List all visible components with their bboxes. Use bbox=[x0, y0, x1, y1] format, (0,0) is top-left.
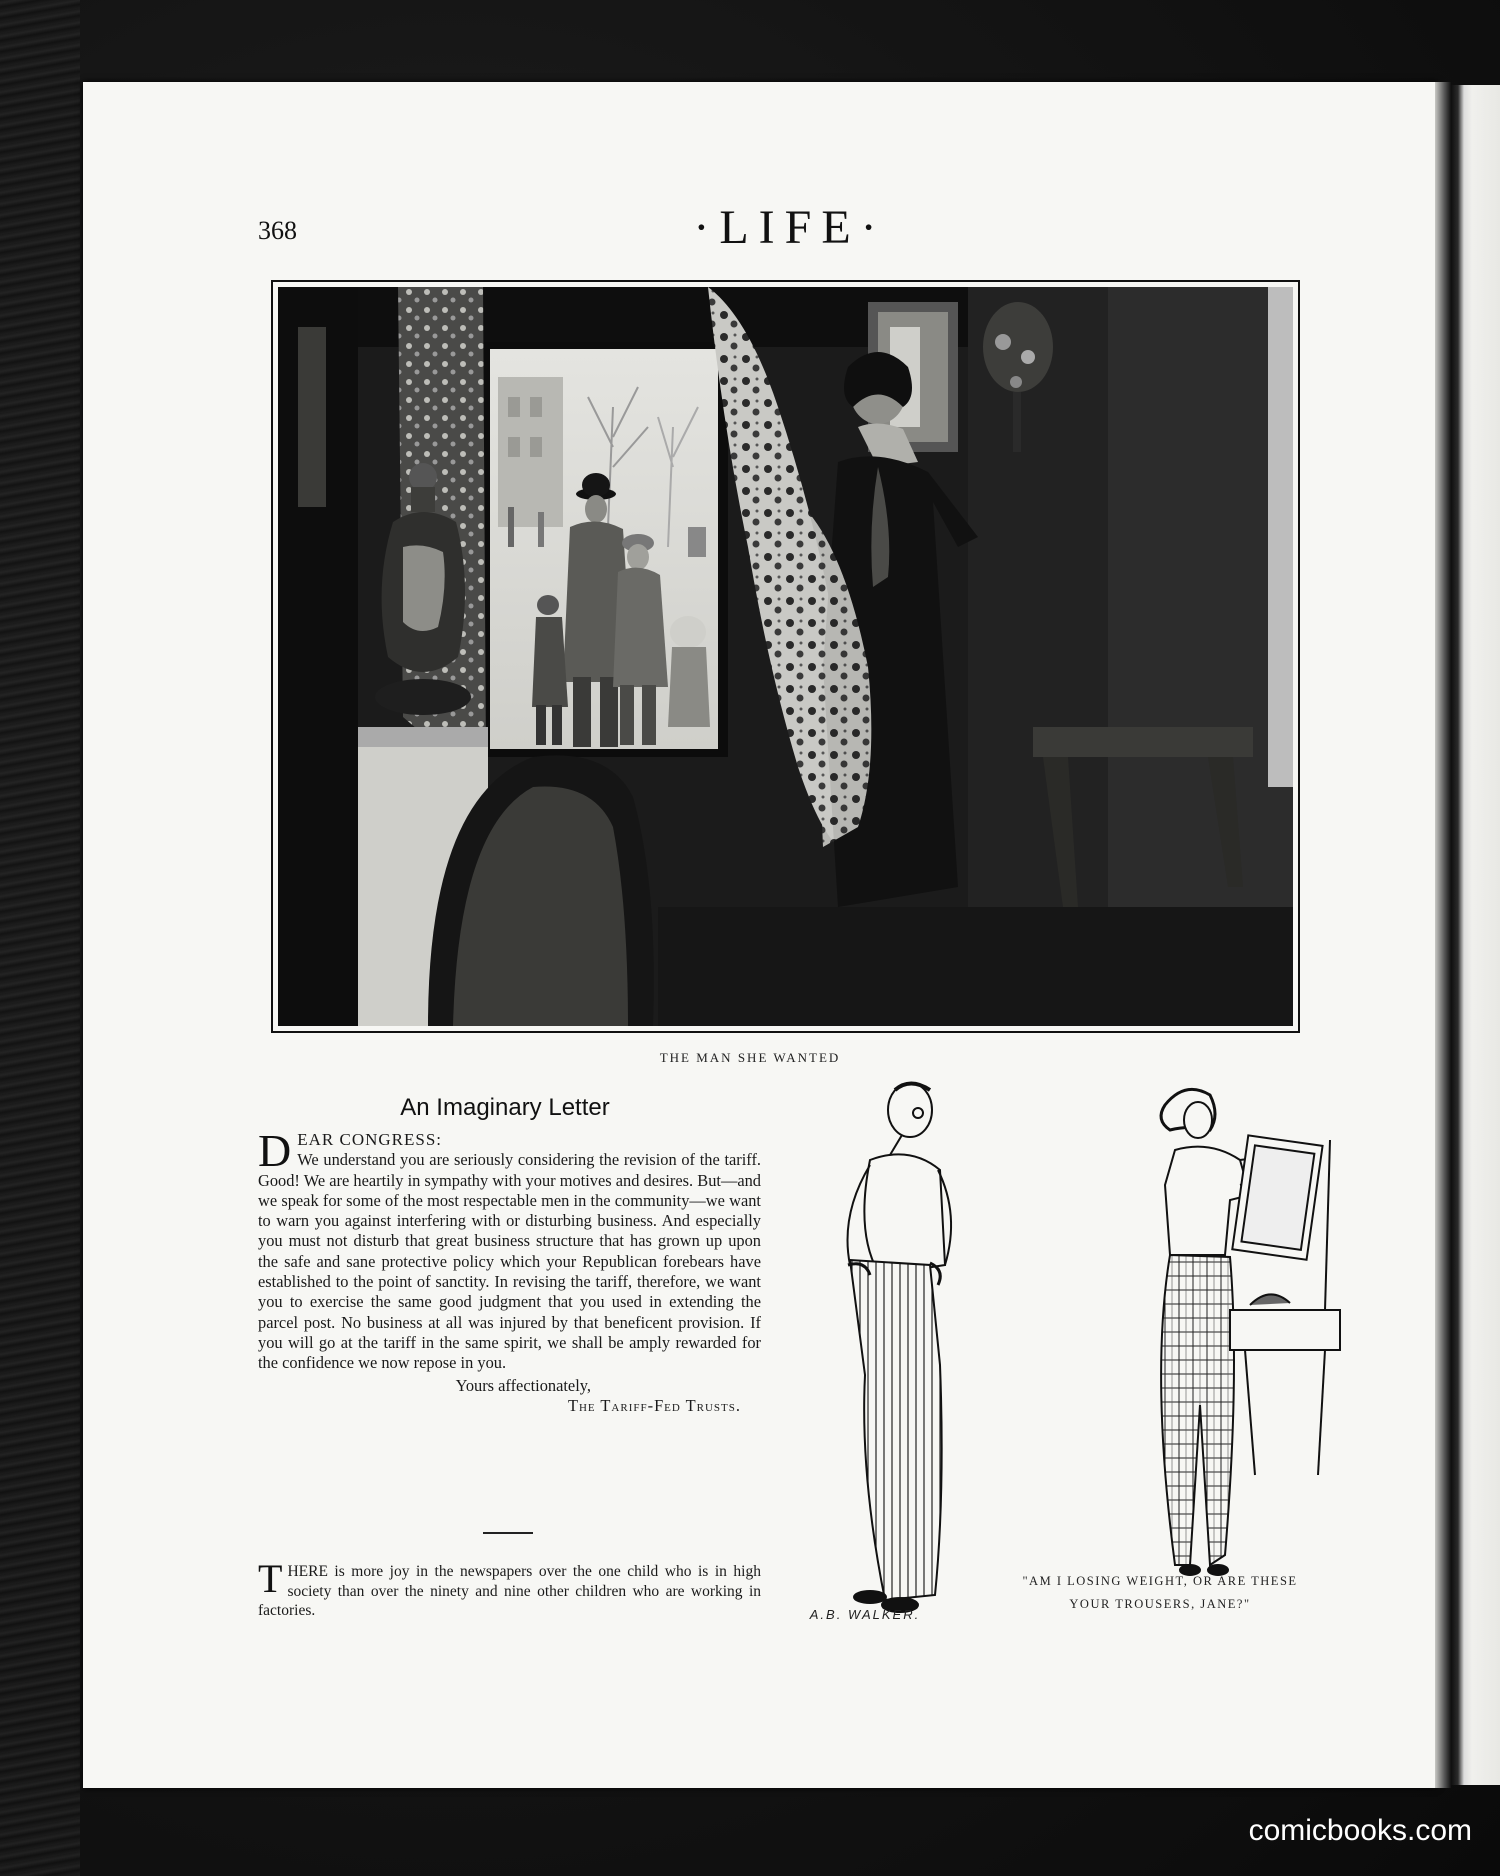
site-watermark: comicbooks.com bbox=[1248, 1814, 1472, 1847]
masthead-life: ·LIFE· bbox=[693, 201, 887, 254]
letter-body: We understand you are seriously considering the revision of the tariff. Good! We are heartily in sympathy with your motives and desires. But—and we speak for some of the most respectable men in the community—we want to warn you against interfering with or disturbing business. And especially you must not disturb that great business structure that has grown up upon the safe and sane protective policy which your Republican forebears have established to the point of sanctity. In revising the tariff, therefore, we want you to exercise the same good judgment that you used in extending the parcel post. No business at all was injured by that beneficent provision. If you will go at the tariff in the same spirit, we shall be amply rewarded for the confidence we now repose in you. bbox=[258, 1150, 761, 1373]
filler-paragraph bbox=[258, 1556, 761, 1621]
page-gutter bbox=[1435, 82, 1451, 1788]
letter-signature: The Tariff-Fed Trusts. bbox=[567, 1395, 741, 1415]
letter-closing: Yours affectionately, bbox=[455, 1375, 591, 1395]
article-title: An Imaginary Letter bbox=[400, 1094, 610, 1121]
letter-text-block bbox=[258, 1125, 761, 1416]
illustration-caption: THE MAN SHE WANTED bbox=[659, 1050, 841, 1065]
drop-cap-t: T bbox=[258, 1556, 283, 1601]
window-street-scene bbox=[483, 342, 728, 757]
artist-signature: A.B. WALKER. bbox=[809, 1607, 921, 1622]
page-number: 368 bbox=[258, 216, 297, 245]
filler-text: HERE is more joy in the newspapers over the one child who is in high society than over the ninety and nine other children who are working in factories. bbox=[258, 1563, 761, 1619]
scan-edge-texture bbox=[0, 0, 80, 1876]
next-page-edge bbox=[1450, 85, 1500, 1785]
drop-cap-d: D bbox=[258, 1125, 292, 1176]
dressing-table bbox=[1230, 1135, 1340, 1475]
man-she-wanted-illustration bbox=[278, 287, 1293, 1026]
cartoon-caption-line2: YOUR TROUSERS, JANE?" bbox=[1069, 1597, 1251, 1611]
letter-salutation: EAR CONGRESS: bbox=[297, 1130, 443, 1149]
cartoon-illustration bbox=[770, 1075, 1345, 1640]
child-with-bonnet bbox=[668, 616, 710, 727]
cartoon-caption-line1: "AM I LOSING WEIGHT, OR ARE THESE bbox=[1022, 1574, 1298, 1588]
man-baggy-trousers bbox=[848, 1083, 952, 1612]
main-illustration-frame bbox=[271, 280, 1300, 1033]
section-divider bbox=[483, 1532, 533, 1534]
